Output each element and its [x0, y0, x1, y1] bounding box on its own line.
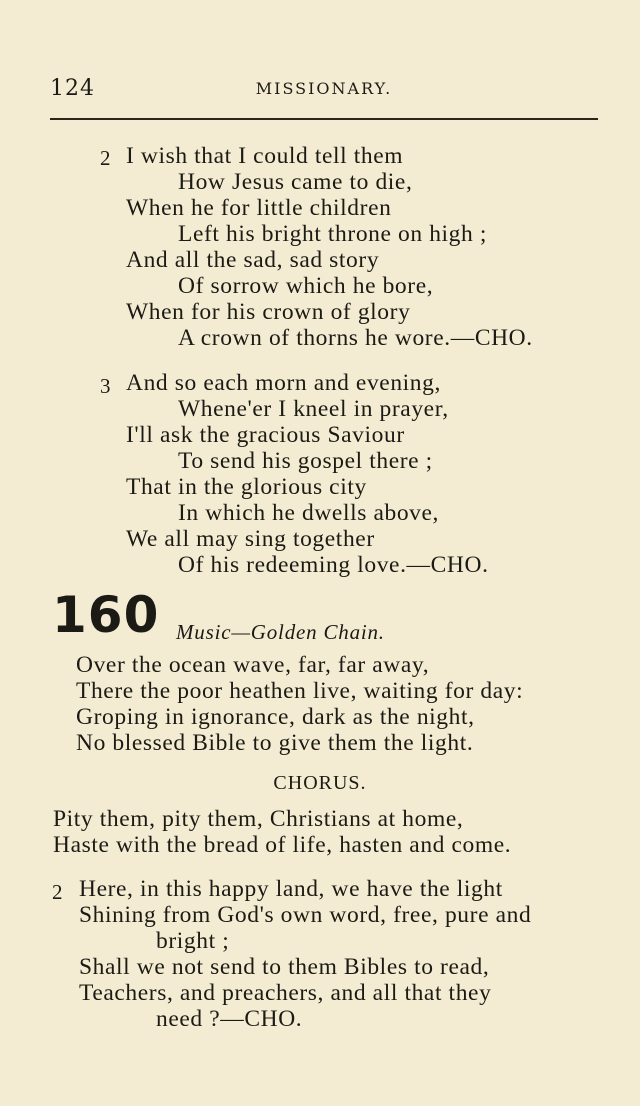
verse-line: And all the sad, sad story — [126, 247, 380, 273]
music-attribution: Music—Golden Chain. — [176, 620, 385, 644]
verse-line: We all may sing together — [126, 526, 375, 552]
verse-line: Left his bright throne on high ; — [178, 221, 487, 247]
verse-line: Whene'er I kneel in prayer, — [178, 396, 449, 422]
verse-line: Of his redeeming love.—CHO. — [178, 552, 489, 578]
verse-line: And so each morn and evening, — [126, 370, 441, 396]
page-header — [50, 76, 598, 106]
hymn-number: 160 — [52, 586, 160, 644]
verse-line: That in the glorious city — [126, 474, 367, 500]
verse-line: A crown of thorns he wore.—CHO. — [178, 325, 533, 351]
hymn-line: Shining from God's own word, free, pure and — [79, 902, 532, 928]
verse-line: I'll ask the gracious Saviour — [126, 422, 405, 448]
verse-number: 3 — [100, 374, 111, 398]
hymn-line: need ?—CHO. — [156, 1006, 303, 1032]
verse-line: In which he dwells above, — [178, 500, 440, 526]
verse-number: 2 — [52, 880, 63, 904]
chorus-line: Haste with the bread of life, hasten and come. — [53, 832, 512, 858]
verse-line: I wish that I could tell them — [126, 143, 404, 169]
hymn-line: Shall we not send to them Bibles to read, — [79, 954, 490, 980]
verse-line: To send his gospel there ; — [178, 448, 433, 474]
page-number: 124 — [50, 76, 95, 101]
hymn-line: Teachers, and preachers, and all that they — [79, 980, 492, 1006]
hymn-line: There the poor heathen live, waiting for day: — [76, 678, 524, 704]
hymn-line: No blessed Bible to give them the light. — [76, 730, 474, 756]
chorus-heading: CHORUS. — [273, 772, 367, 794]
hymn-line: Groping in ignorance, dark as the night, — [76, 704, 475, 730]
running-title: MISSIONARY. — [255, 79, 393, 98]
verse-line: How Jesus came to die, — [178, 169, 413, 195]
hymn-line: Over the ocean wave, far, far away, — [76, 652, 430, 678]
verse-line: When for his crown of glory — [126, 299, 411, 325]
verse-line: When he for little children — [126, 195, 392, 221]
verse-number: 2 — [100, 146, 111, 170]
hymn-line: Here, in this happy land, we have the light — [79, 876, 503, 902]
verse-line: Of sorrow which he bore, — [178, 273, 434, 299]
header-rule — [50, 118, 598, 120]
chorus-line: Pity them, pity them, Christians at home, — [53, 806, 464, 832]
hymn-line: bright ; — [156, 928, 230, 954]
